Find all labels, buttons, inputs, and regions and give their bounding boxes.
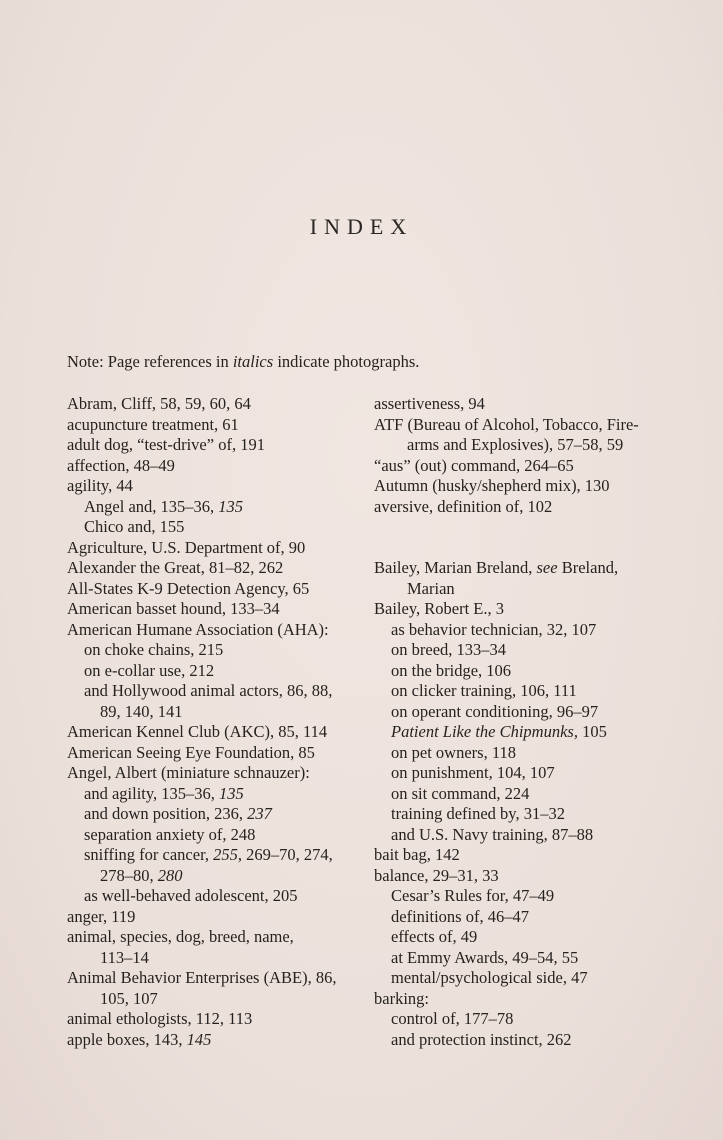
index-subentry [67, 497, 352, 518]
entry-italic: 145 [186, 1029, 212, 1049]
entry-text: American Humane Association (AHA): [67, 619, 329, 639]
entry-text: Angel, Albert (miniature schnauzer): [67, 763, 310, 782]
entry-text: bait bag, 142 [374, 845, 460, 864]
index-subentry [374, 681, 664, 702]
index-note [67, 350, 667, 374]
entry-text: control of, 177–78 [391, 1009, 514, 1028]
index-subentry [374, 620, 664, 641]
index-entry [67, 763, 352, 784]
entry-text: on choke chains, 215 [84, 640, 224, 659]
index-entry [374, 497, 664, 518]
entry-text: arms and Explosives), 57–58, 59 [407, 435, 624, 454]
index-entry [67, 743, 352, 764]
entry-text: on e-collar use, 212 [84, 660, 215, 680]
index-entry [67, 1030, 352, 1051]
entry-text: apple boxes, 143, [67, 1029, 187, 1049]
index-subentry [374, 968, 664, 989]
index-entry [67, 968, 352, 989]
entry-text: Bailey, Robert E., 3 [374, 599, 504, 618]
index-entry [67, 722, 352, 743]
index-group-b [374, 558, 664, 1050]
entry-text: on operant conditioning, 96–97 [391, 701, 599, 721]
index-entry-continuation [374, 435, 664, 456]
index-entry-continuation [374, 579, 664, 600]
index-entry-continuation [67, 948, 352, 969]
entry-text: 89, 140, 141 [100, 701, 183, 721]
entry-text: training defined by, 31–32 [391, 804, 565, 823]
entry-text: on pet owners, 118 [391, 742, 516, 762]
index-entry [67, 456, 352, 477]
entry-text: Animal Behavior Enterprises (ABE), 86, [67, 968, 337, 987]
note-italic-word: italics [232, 352, 274, 371]
entry-italic: 237 [247, 804, 272, 823]
index-entry [67, 1009, 352, 1030]
index-column-right [374, 394, 664, 1050]
index-entry [67, 579, 352, 600]
index-entry [67, 927, 352, 948]
entry-text: American basset hound, 133–34 [67, 599, 280, 618]
entry-text: American Seeing Eye Foundation, 85 [67, 742, 315, 762]
index-entry [67, 394, 352, 415]
entry-text: on sit command, 224 [391, 783, 530, 803]
entry-text: American Kennel Club (AKC), 85, 114 [67, 722, 328, 741]
entry-text: and Hollywood animal actors, 86, 88, [84, 681, 333, 700]
index-entry [374, 845, 664, 866]
entry-text: on the bridge, 106 [391, 660, 512, 680]
entry-text: effects of, 49 [391, 927, 478, 946]
index-entry [374, 394, 664, 415]
index-subentry [67, 845, 352, 866]
entry-text: “aus” (out) command, 264–65 [374, 455, 574, 475]
index-column-left [67, 394, 352, 1050]
index-subentry [374, 886, 664, 907]
entry-text: adult dog, “test-drive” of, 191 [67, 435, 265, 454]
entry-text: barking: [374, 988, 429, 1008]
index-entry [67, 558, 352, 579]
entry-text-after: , 269–70, 274, [237, 845, 333, 864]
entry-text: and protection instinct, 262 [391, 1029, 572, 1049]
index-subentry [374, 804, 664, 825]
entry-text: Autumn (husky/shepherd mix), 130 [374, 476, 610, 495]
entry-text: on clicker training, 106, 111 [391, 681, 577, 700]
entry-text-after: 105 [577, 722, 607, 741]
index-entry [67, 476, 352, 497]
index-entry [374, 599, 664, 620]
entry-text: and agility, 135–36, [84, 783, 220, 803]
index-subentry [374, 763, 664, 784]
index-entry [374, 476, 664, 497]
entry-text: Marian [407, 578, 455, 598]
entry-text-after: Breland, [557, 558, 619, 577]
index-subentry [374, 927, 664, 948]
entry-text: Alexander the Great, 81–82, 262 [67, 558, 284, 577]
entry-text: separation anxiety of, 248 [84, 824, 256, 844]
index-group-a [374, 394, 664, 517]
letter-gap [374, 517, 664, 558]
entry-italic: 135 [218, 496, 244, 516]
index-subentry [67, 517, 352, 538]
entry-text: acupuncture treatment, 61 [67, 414, 239, 434]
index-entry-continuation [67, 989, 352, 1010]
entry-text: balance, 29–31, 33 [374, 865, 499, 885]
entry-italic: 255 [213, 845, 238, 864]
index-subentry [67, 886, 352, 907]
index-entry [67, 415, 352, 436]
index-entry-continuation [67, 866, 352, 887]
entry-text: on breed, 133–34 [391, 640, 507, 659]
entry-text: 278–80, [100, 865, 158, 885]
index-entry [67, 620, 352, 641]
index-entry-continuation [67, 702, 352, 723]
entry-text: affection, 48–49 [67, 455, 175, 475]
index-entry [374, 415, 664, 436]
index-subentry [67, 825, 352, 846]
note-prefix: Note: Page references in [67, 352, 233, 371]
index-subentry [374, 722, 664, 743]
entry-text: at Emmy Awards, 49–54, 55 [391, 947, 579, 967]
entry-text: 105, 107 [100, 988, 158, 1008]
entry-text: as well-behaved adolescent, 205 [84, 886, 298, 905]
entry-text: and U.S. Navy training, 87–88 [391, 824, 594, 844]
entry-text: as behavior technician, 32, 107 [391, 619, 597, 639]
index-subentry [67, 804, 352, 825]
entry-text: Agriculture, U.S. Department of, 90 [67, 537, 306, 557]
index-subentry [374, 784, 664, 805]
entry-text: sniffing for cancer, [84, 845, 214, 864]
index-entry [67, 599, 352, 620]
index-entry [374, 456, 664, 477]
entry-text: anger, 119 [67, 906, 136, 926]
entry-text: agility, 44 [67, 476, 133, 495]
entry-text: Abram, Cliff, 58, 59, 60, 64 [67, 394, 251, 413]
index-subentry [67, 661, 352, 682]
note-suffix: indicate photographs. [273, 352, 420, 371]
index-subentry [67, 784, 352, 805]
entry-italic: see [536, 558, 558, 577]
index-subentry [374, 907, 664, 928]
page-title: INDEX [309, 214, 414, 239]
entry-text: All-States K-9 Detection Agency, 65 [67, 578, 310, 598]
entry-text: Cesar’s Rules for, 47–49 [391, 886, 555, 905]
index-subentry [374, 1030, 664, 1051]
index-entry [374, 558, 664, 579]
entry-italic: 280 [157, 865, 183, 885]
entry-text: mental/psychological side, 47 [391, 968, 588, 987]
entry-text: definitions of, 46–47 [391, 906, 529, 926]
index-subentry [67, 640, 352, 661]
index-entry [374, 989, 664, 1010]
entry-text: Chico and, 155 [84, 517, 185, 536]
entry-text: Bailey, Marian Breland, [374, 558, 537, 577]
index-subentry [374, 1009, 664, 1030]
index-entry [67, 538, 352, 559]
index-subentry [374, 743, 664, 764]
index-entry [67, 435, 352, 456]
entry-italic: Patient Like the Chipmunks, [391, 722, 578, 741]
index-subentry [374, 702, 664, 723]
index-entry [374, 866, 664, 887]
entry-text: animal ethologists, 112, 113 [67, 1009, 253, 1028]
entry-text: aversive, definition of, 102 [374, 496, 553, 516]
index-subentry [374, 948, 664, 969]
entry-text: ATF (Bureau of Alcohol, Tobacco, Fire- [374, 414, 639, 434]
index-subentry [374, 640, 664, 661]
index-subentry [374, 661, 664, 682]
entry-text: on punishment, 104, 107 [391, 763, 555, 782]
entry-text: assertiveness, 94 [374, 394, 485, 413]
entry-text: Angel and, 135–36, [84, 496, 219, 516]
entry-text: and down position, 236, [84, 804, 248, 823]
entry-italic: 135 [219, 783, 244, 803]
index-subentry [67, 681, 352, 702]
entry-text: animal, species, dog, breed, name, [67, 927, 294, 946]
entry-text: 113–14 [100, 947, 149, 967]
index-entry [67, 907, 352, 928]
index-subentry [374, 825, 664, 846]
